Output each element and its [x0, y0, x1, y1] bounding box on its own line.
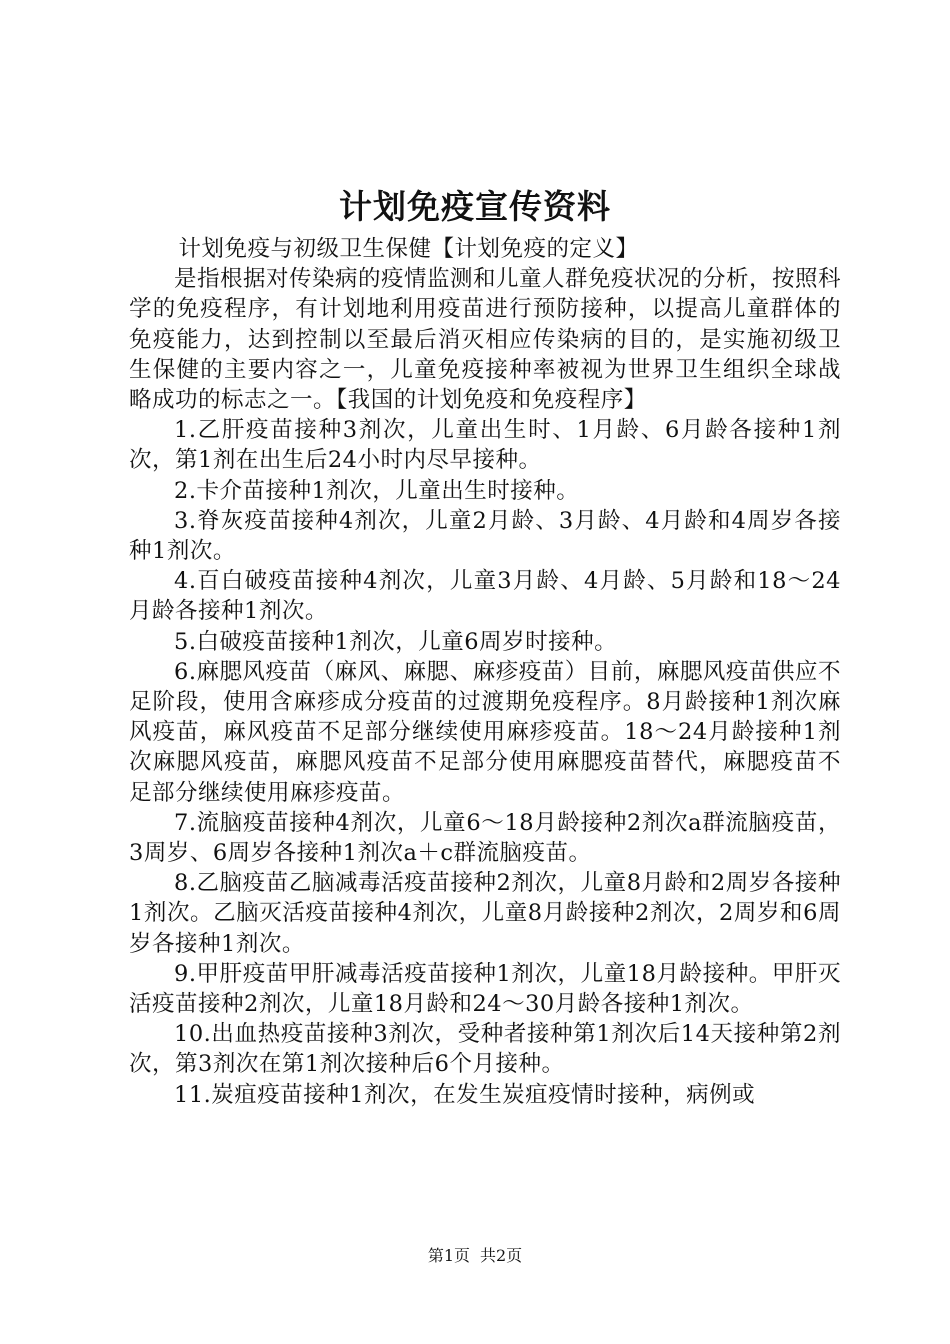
paragraph-intro: 计划免疫与初级卫生保健【计划免疫的定义】 — [178, 236, 639, 262]
paragraph-item-6: 6.麻腮风疫苗（麻风、麻腮、麻疹疫苗）目前，麻腮风疫苗供应不足阶段，使用含麻疹成分疫苗的过渡期免疫程序。8月龄接种1剂次麻风疫苗，麻风疫苗不足部分继续使用麻疹疫苗。18～24月龄接种1剂次麻腮风疫苗，麻腮风疫苗不足部分使用麻腮疫苗替代，麻腮疫苗不足部分继续使用麻疹疫苗。 — [129, 658, 841, 806]
paragraph-item-5: 5.白破疫苗接种1剂次，儿童6周岁时接种。 — [174, 628, 618, 655]
paragraph-item-2: 2.卡介苗接种1剂次，儿童出生时接种。 — [174, 477, 580, 504]
paragraph-item-10: 10.出血热疫苗接种3剂次，受种者接种第1剂次后14天接种第2剂次，第3剂次在第1剂次接种后6个月接种。 — [129, 1021, 841, 1078]
paragraph-item-1: 1.乙肝疫苗接种3剂次，儿童出生时、1月龄、6月龄各接种1剂次，第1剂在出生后24小时内尽早接种。 — [129, 417, 841, 474]
page-footer — [0, 1245, 950, 1267]
paragraph-item-7: 7.流脑疫苗接种4剂次，儿童6～18月龄接种2剂次a群流脑疫苗，3周岁、6周岁各接种1剂次a＋c群流脑疫苗。 — [129, 809, 841, 867]
paragraph-item-8: 8.乙脑疫苗乙脑减毒活疫苗接种2剂次，儿童8月龄和2周岁各接种1剂次。乙脑灭活疫苗接种4剂次，儿童8月龄接种2剂次，2周岁和6周岁各接种1剂次。 — [129, 870, 841, 957]
document-title: 计划免疫宣传资料 — [339, 187, 611, 226]
page-number-current: 第1页 — [427, 1246, 470, 1265]
paragraph-definition: 是指根据对传染病的疫情监测和儿童人群免疫状况的分析，按照科学的免疫程序，有计划地利用疫苗进行预防接种，以提高儿童群体的免疫能力，达到控制以至最后消灭相应传染病的目的，是实施初级卫生保健的主要内容之一，儿童免疫接种率被视为世界卫生组织全球战略成功的标志之一。【我国的计划免疫和免疫程序】 — [129, 266, 842, 414]
page-number-total: 共2页 — [480, 1246, 523, 1265]
paragraph-item-4: 4.百白破疫苗接种4剂次，儿童3月龄、4月龄、5月龄和18～24月龄各接种1剂次。 — [129, 568, 841, 625]
document-body — [129, 234, 841, 1110]
paragraph-item-9: 9.甲肝疫苗甲肝减毒活疫苗接种1剂次，儿童18月龄接种。甲肝灭活疫苗接种2剂次，儿童18月龄和24～30月龄各接种1剂次。 — [129, 960, 841, 1018]
paragraph-item-11: 11.炭疽疫苗接种1剂次，在发生炭疽疫情时接种，病例或 — [174, 1081, 756, 1108]
paragraph-item-3: 3.脊灰疫苗接种4剂次，儿童2月龄、3月龄、4月龄和4周岁各接种1剂次。 — [129, 507, 841, 565]
